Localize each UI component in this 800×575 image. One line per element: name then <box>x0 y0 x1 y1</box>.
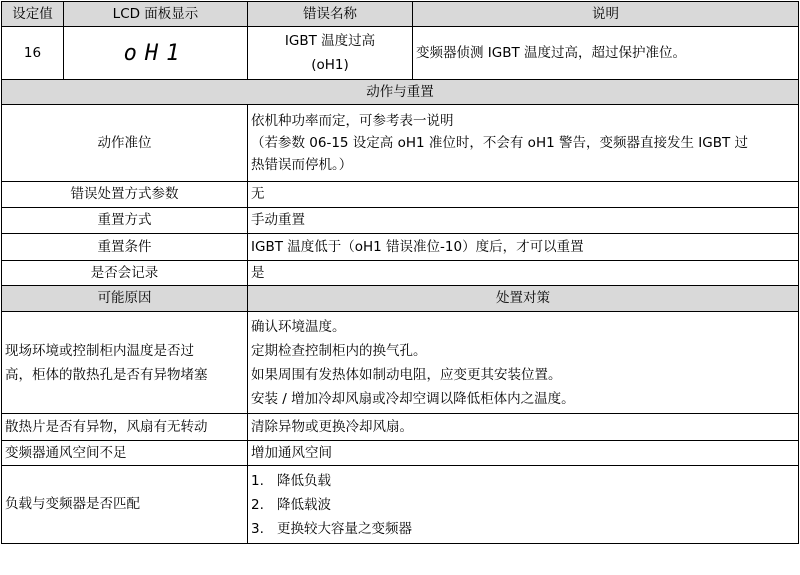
step-1-number: 1. <box>251 472 264 489</box>
reset-condition-label: 重置条件 <box>2 234 248 261</box>
fault-row <box>2 27 799 80</box>
step-1-text: 降低负载 <box>277 472 331 489</box>
cause-row-2 <box>2 414 799 441</box>
solution-4-step3 <box>251 517 795 541</box>
causes-header-row <box>2 286 799 312</box>
step-2-number: 2. <box>251 496 264 513</box>
solution-3: 增加通风空间 <box>248 441 799 466</box>
cause-row-3 <box>2 441 799 466</box>
error-name-line1: IGBT 温度过高 <box>284 33 376 49</box>
solution-1 <box>248 312 799 414</box>
cause-1-line1: 现场环境或控制柜内温度是否过 <box>5 342 194 359</box>
action-level-label: 动作准位 <box>2 105 248 182</box>
cause-4: 负载与变频器是否匹配 <box>2 466 248 544</box>
reset-method-value: 手动重置 <box>248 208 799 234</box>
reset-condition-row <box>2 234 799 261</box>
reset-method-row <box>2 208 799 234</box>
fault-treatment-value: 无 <box>248 182 799 208</box>
step-2-text: 降低载波 <box>277 496 331 513</box>
cause-row-1 <box>2 312 799 414</box>
reset-method-label: 重置方式 <box>2 208 248 234</box>
col-description-header: 说明 <box>413 2 799 27</box>
solution-4-step1 <box>251 469 795 493</box>
cause-row-4 <box>2 466 799 544</box>
action-level-line2: （若参数 06-15 设定高 oH1 准位时，不会有 oH1 警告，变频器直接发生 IGBT 过 <box>251 135 749 151</box>
cause-3: 变频器通风空间不足 <box>2 441 248 466</box>
fault-table <box>1 1 799 544</box>
col-error-name-header: 错误名称 <box>248 2 413 27</box>
action-level-row <box>2 105 799 182</box>
causes-header-solution: 处置对策 <box>248 286 799 312</box>
reset-condition-value: IGBT 温度低于（oH1 错误准位-10）度后，才可以重置 <box>248 234 799 261</box>
solution-2: 清除异物或更换冷却风扇。 <box>248 414 799 441</box>
cause-2: 散热片是否有异物，风扇有无转动 <box>2 414 248 441</box>
col-setting-header: 设定值 <box>2 2 64 27</box>
solution-4 <box>248 466 799 544</box>
action-level-line3: 热错误而停机。） <box>251 157 353 173</box>
action-section-row <box>2 80 799 105</box>
step-3-text: 更换较大容量之变频器 <box>277 520 412 537</box>
setting-value: 16 <box>2 27 64 80</box>
header-row <box>2 2 799 27</box>
fault-treatment-row <box>2 182 799 208</box>
solution-1-line4: 安装 / 增加冷却风扇或冷却空调以降低柜体内之温度。 <box>251 390 575 407</box>
record-value: 是 <box>248 261 799 286</box>
lcd-display: oH1 <box>64 27 248 80</box>
solution-1-line1: 确认环境温度。 <box>251 318 346 335</box>
solution-1-line3: 如果周围有发热体如制动电阻，应变更其安装位置。 <box>251 366 562 383</box>
solution-1-line2: 定期检查控制柜内的换气孔。 <box>251 342 427 359</box>
record-row <box>2 261 799 286</box>
error-name <box>248 27 413 80</box>
cause-1-line2: 高，柜体的散热孔是否有异物堵塞 <box>5 366 208 383</box>
fault-treatment-label: 错误处置方式参数 <box>2 182 248 208</box>
fault-description: 变频器侦测 IGBT 温度过高，超过保护准位。 <box>413 27 799 80</box>
col-lcd-header: LCD 面板显示 <box>64 2 248 27</box>
solution-4-step2 <box>251 493 795 517</box>
causes-header-cause: 可能原因 <box>2 286 248 312</box>
action-level-value <box>248 105 799 182</box>
record-label: 是否会记录 <box>2 261 248 286</box>
error-name-line2: (oH1) <box>311 57 349 73</box>
action-section-title: 动作与重置 <box>2 80 799 105</box>
action-level-line1: 依机种功率而定，可参考表一说明 <box>251 113 454 129</box>
cause-1 <box>2 312 248 414</box>
step-3-number: 3. <box>251 520 264 537</box>
